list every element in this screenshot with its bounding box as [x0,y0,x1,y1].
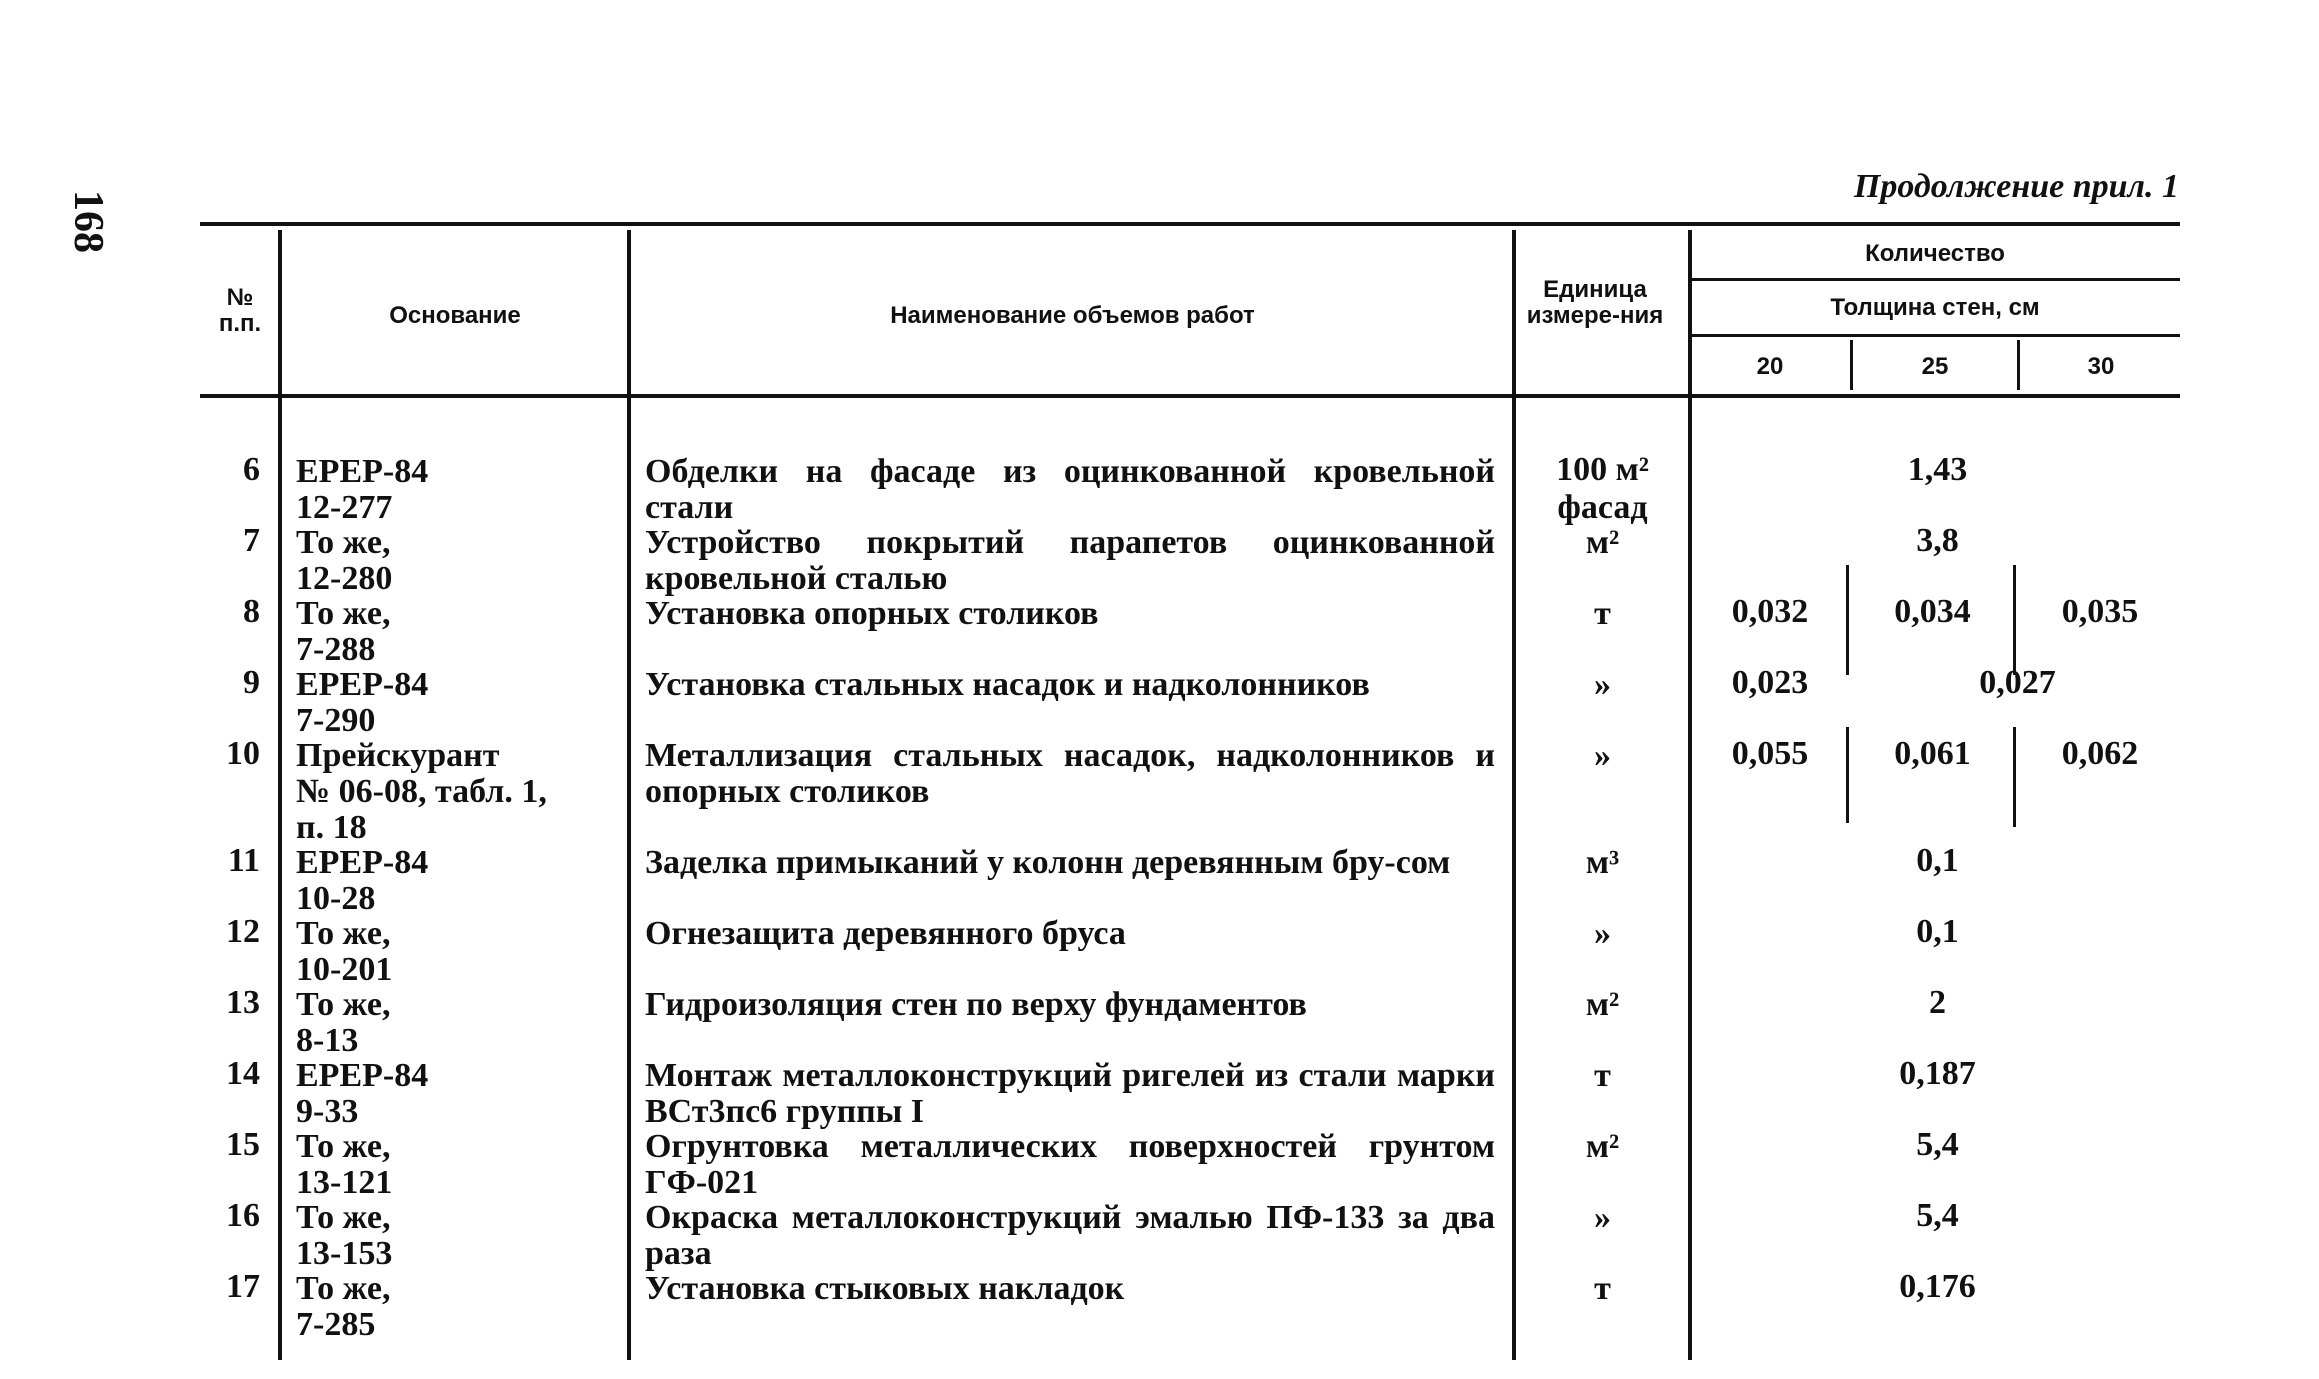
row-work-name: Гидроизоляция стен по верху фундаментов [645,986,1307,1023]
row-quantity: 0,176 [1899,1268,1976,1305]
row-basis-code: № 06-08, табл. 1, [296,773,547,810]
row-work-name: Заделка примыканий у колонн деревянным бру-сом [645,844,1451,881]
col-divider-name [627,230,631,1360]
row-no: 8 [243,593,260,630]
header-quantity: Количество [1865,240,2005,267]
row-no: 13 [226,984,260,1021]
row-quantity-25: 0,034 [1894,593,1971,630]
row-quantity: 5,4 [1916,1126,1959,1163]
header-t20: 20 [1756,353,1784,380]
table-top-rule [200,222,2180,226]
row-basis: ЕРЕР-84 [296,666,429,703]
row-unit: » [1594,1199,1611,1236]
header-bottom-rule [200,394,2180,398]
row-unit: 100 м² [1556,451,1649,488]
row-quantity: 0,1 [1916,913,1959,950]
row-unit: » [1594,737,1611,774]
row-no: 15 [226,1126,260,1163]
row10-divider-30 [2013,727,2016,827]
row-no: 17 [226,1268,260,1305]
row-basis: То же, [296,915,391,952]
row-basis: То же, [296,524,391,561]
row-basis: То же, [296,986,391,1023]
row-no: 12 [226,913,260,950]
row-basis-code: 7-290 [296,702,376,739]
row-basis-code: 8-13 [296,1022,359,1059]
row-work-name: Монтаж металлоконструкций ригелей из стали марки ВСт3пс6 группы I [645,1057,1495,1130]
row-work-name: Металлизация стальных насадок, надколонников и опорных столиков [645,737,1495,810]
row-unit: м² [1585,524,1620,561]
row-quantity-30: 0,035 [2061,593,2139,630]
row-quantity-20: 0,023 [1731,664,1809,701]
header-t25: 25 [1921,353,1949,380]
row-basis-code: 12-280 [296,560,393,597]
row-no: 6 [243,451,260,488]
row-basis-code: 13-121 [296,1164,393,1201]
row-basis-code-2: п. 18 [296,809,367,846]
row-work-name: Огнезащита деревянного бруса [645,915,1126,952]
row-basis-code: 10-201 [296,951,393,988]
row-basis-code: 10-28 [296,880,376,917]
row-no: 10 [226,735,260,772]
row-quantity: 2 [1929,984,1946,1021]
row-quantity: 1,43 [1907,451,1968,488]
row8-divider-30 [2013,565,2016,675]
row-unit: т [1594,1270,1611,1307]
row10-divider-25 [1846,727,1849,823]
col-divider-basis [278,230,282,1360]
row-work-name: Огрунтовка металлических поверхностей грунтом ГФ-021 [645,1128,1495,1201]
row-no: 7 [243,522,260,559]
row-basis: То же, [296,595,391,632]
row-basis: ЕРЕР-84 [296,1057,429,1094]
row-unit: т [1594,1057,1611,1094]
row-basis-code: 13-153 [296,1235,393,1272]
header-unit: Единица измере-ния [1526,276,1664,330]
row-quantity-20: 0,032 [1731,593,1809,630]
row-quantity: 5,4 [1916,1197,1959,1234]
row-quantity-30: 0,062 [2061,735,2139,772]
quantity-rule [1690,278,2180,281]
row-work-name: Обделки на фасаде из оцинкованной кровельной стали [645,453,1495,526]
row-no: 16 [226,1197,260,1234]
row-basis-code: 12-277 [296,489,393,526]
row-basis-code: 7-285 [296,1306,376,1343]
header-divider-25 [1850,340,1853,390]
row8-divider-25 [1846,565,1849,675]
header-t30: 30 [2087,353,2115,380]
row-basis: ЕРЕР-84 [296,844,429,881]
row-unit: м² [1585,1128,1620,1165]
header-basis: Основание [389,302,521,329]
row-no: 14 [226,1055,260,1092]
row-no: 9 [243,664,260,701]
row-quantity-25: 0,061 [1894,735,1971,772]
row-basis: То же, [296,1270,391,1307]
row-unit-2: фасад [1557,489,1648,526]
row-no: 11 [227,842,260,879]
page-number: 168 [65,190,111,253]
row-basis-code: 7-288 [296,631,376,668]
header-name: Наименование объемов работ [890,302,1255,329]
row-quantity: 0,187 [1899,1055,1976,1092]
col-divider-quantity [1688,230,1692,1360]
row-work-name: Установка опорных столиков [645,595,1099,632]
row-basis: То же, [296,1128,391,1165]
row-work-name: Установка стыковых накладок [645,1270,1125,1307]
row-unit: т [1594,595,1611,632]
row-unit: м² [1585,986,1620,1023]
header-no: № п.п. [218,284,262,338]
row-unit: м³ [1585,844,1620,881]
header-thickness: Толщина стен, см [1830,294,2040,321]
row-quantity-20: 0,055 [1731,735,1809,772]
row-work-name: Устройство покрытий парапетов оцинкованной кровельной сталью [645,524,1495,597]
row-work-name: Окраска металлоконструкций эмалью ПФ-133 за два раза [645,1199,1495,1272]
col-divider-unit [1512,230,1516,1360]
row-unit: » [1594,666,1611,703]
row-basis-code: 9-33 [296,1093,359,1130]
row-basis: То же, [296,1199,391,1236]
header-divider-30 [2017,340,2020,390]
row-basis: ЕРЕР-84 [296,453,429,490]
row-quantity: 0,1 [1916,842,1959,879]
thickness-rule [1690,334,2180,337]
continuation-caption: Продолжение прил. 1 [1853,168,2179,205]
row-quantity: 3,8 [1916,522,1959,559]
row-basis: Прейскурант [296,737,500,774]
row-work-name: Установка стальных насадок и надколонников [645,666,1370,703]
row-unit: » [1594,915,1611,952]
row-quantity-25-30: 0,027 [1979,664,2056,701]
